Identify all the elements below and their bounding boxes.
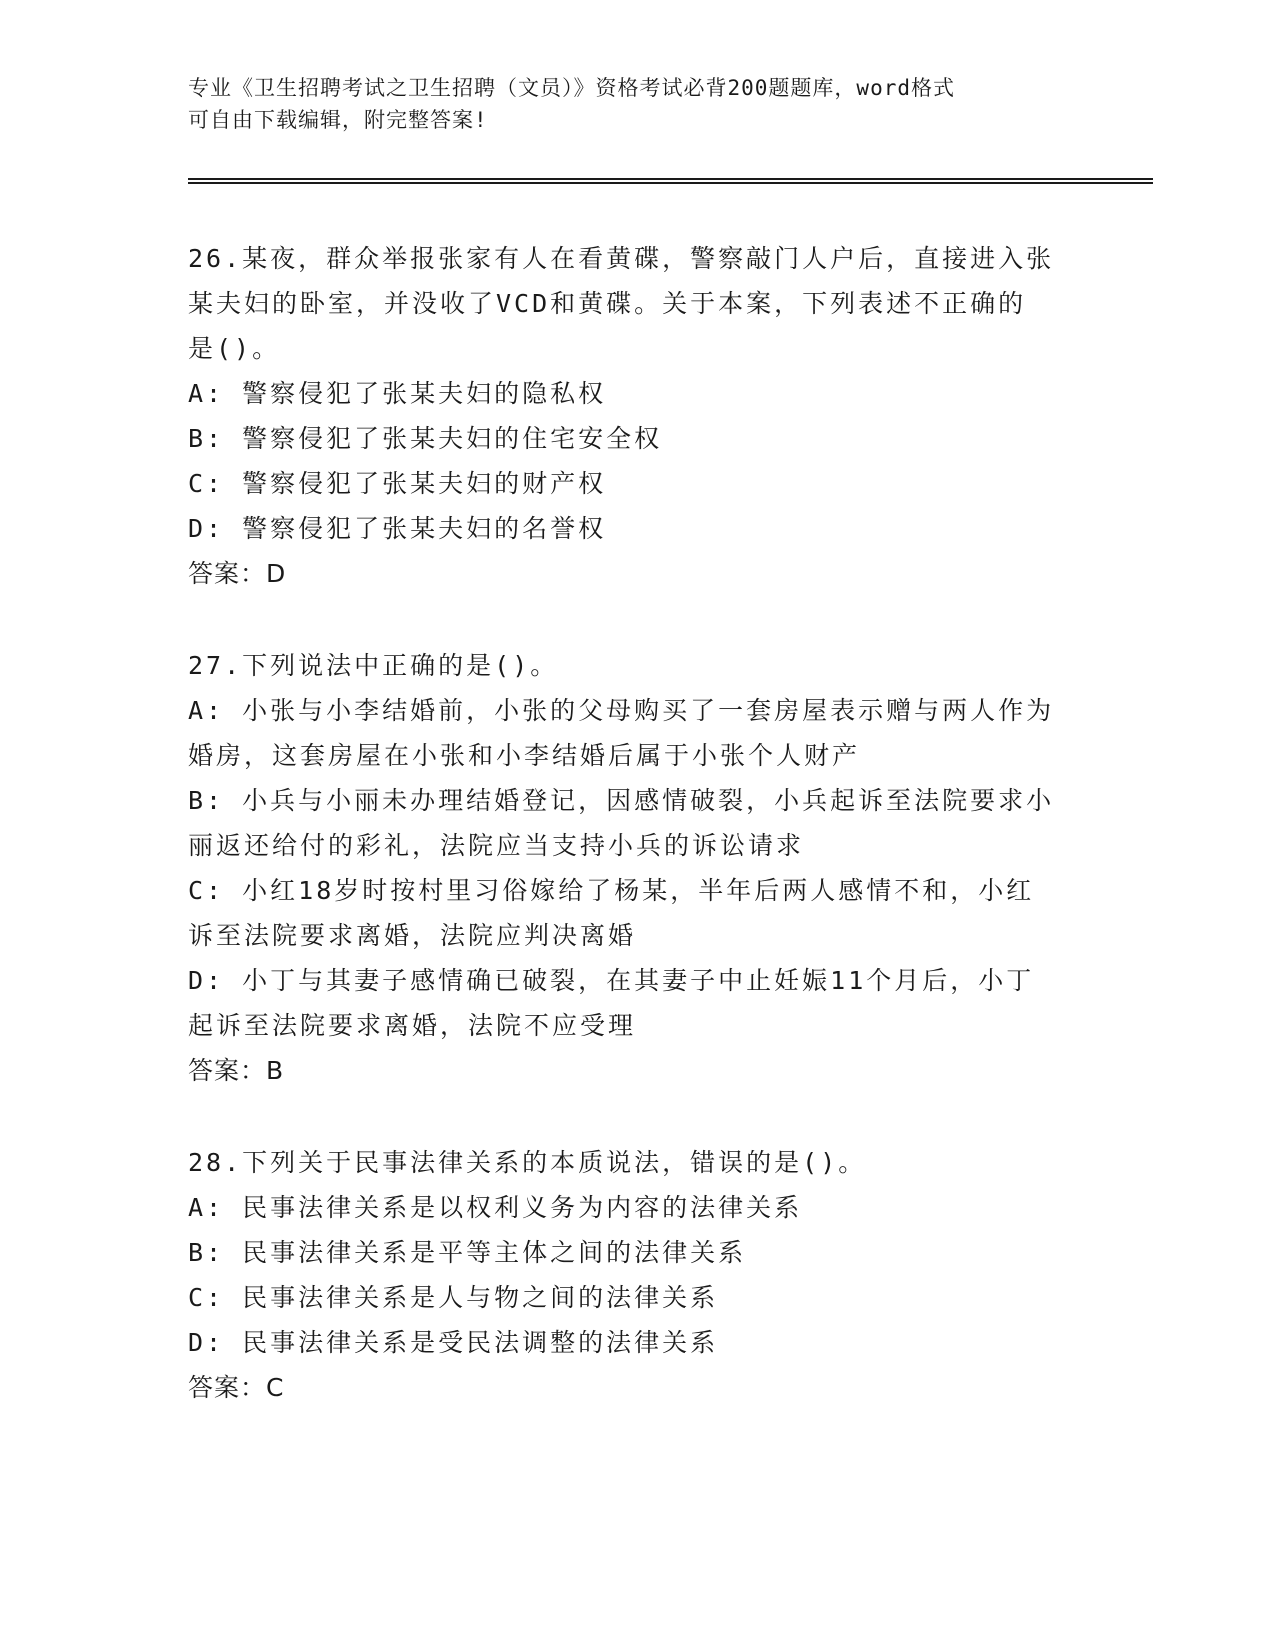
header-line-1: 专业《卫生招聘考试之卫生招聘（文员）》资格考试必背200题题库，word格式 bbox=[188, 76, 955, 100]
question-stem-line: 某夫妇的卧室，并没收了VCD和黄碟。关于本案，下列表述不正确的 bbox=[188, 289, 1027, 318]
question-stem-line: 27.下列说法中正确的是()。 bbox=[188, 651, 559, 680]
option-b-line-1: B: 小兵与小丽未办理结婚登记，因感情破裂，小兵起诉至法院要求小 bbox=[188, 786, 1055, 815]
answer-line: 答案：D bbox=[188, 559, 287, 588]
question-stem-line: 28.下列关于民事法律关系的本质说法，错误的是()。 bbox=[188, 1148, 867, 1177]
option-b: B: 警察侵犯了张某夫妇的住宅安全权 bbox=[188, 424, 663, 453]
option-a-line-2: 婚房，这套房屋在小张和小李结婚后属于小张个人财产 bbox=[188, 741, 861, 770]
option-b: B: 民事法律关系是平等主体之间的法律关系 bbox=[188, 1238, 747, 1267]
question-27 bbox=[188, 643, 1078, 1093]
question-stem-line: 26.某夜，群众举报张家有人在看黄碟，警察敲门人户后，直接进入张 bbox=[188, 244, 1055, 273]
question-stem-line: 是()。 bbox=[188, 334, 281, 363]
option-a: A: 民事法律关系是以权利义务为内容的法律关系 bbox=[188, 1193, 803, 1222]
header-line-2: 可自由下载编辑，附完整答案! bbox=[188, 108, 488, 132]
question-list bbox=[188, 236, 1078, 1457]
question-28 bbox=[188, 1140, 1078, 1410]
option-a: A: 警察侵犯了张某夫妇的隐私权 bbox=[188, 379, 607, 408]
option-c-line-2: 诉至法院要求离婚，法院应判决离婚 bbox=[188, 921, 637, 950]
document-header bbox=[188, 72, 1088, 136]
option-d-line-2: 起诉至法院要求离婚，法院不应受理 bbox=[188, 1011, 637, 1040]
option-d: D: 民事法律关系是受民法调整的法律关系 bbox=[188, 1328, 719, 1357]
answer-line: 答案：C bbox=[188, 1373, 285, 1402]
option-c-line-1: C: 小红18岁时按村里习俗嫁给了杨某，半年后两人感情不和，小红 bbox=[188, 876, 1035, 905]
option-d-line-1: D: 小丁与其妻子感情确已破裂，在其妻子中止妊娠11个月后，小丁 bbox=[188, 966, 1035, 995]
option-c: C: 警察侵犯了张某夫妇的财产权 bbox=[188, 469, 607, 498]
answer-line: 答案：B bbox=[188, 1056, 285, 1085]
option-a-line-1: A: 小张与小李结婚前，小张的父母购买了一套房屋表示赠与两人作为 bbox=[188, 696, 1055, 725]
header-divider bbox=[188, 178, 1153, 184]
option-c: C: 民事法律关系是人与物之间的法律关系 bbox=[188, 1283, 719, 1312]
option-d: D: 警察侵犯了张某夫妇的名誉权 bbox=[188, 514, 607, 543]
question-26 bbox=[188, 236, 1078, 596]
option-b-line-2: 丽返还给付的彩礼，法院应当支持小兵的诉讼请求 bbox=[188, 831, 805, 860]
